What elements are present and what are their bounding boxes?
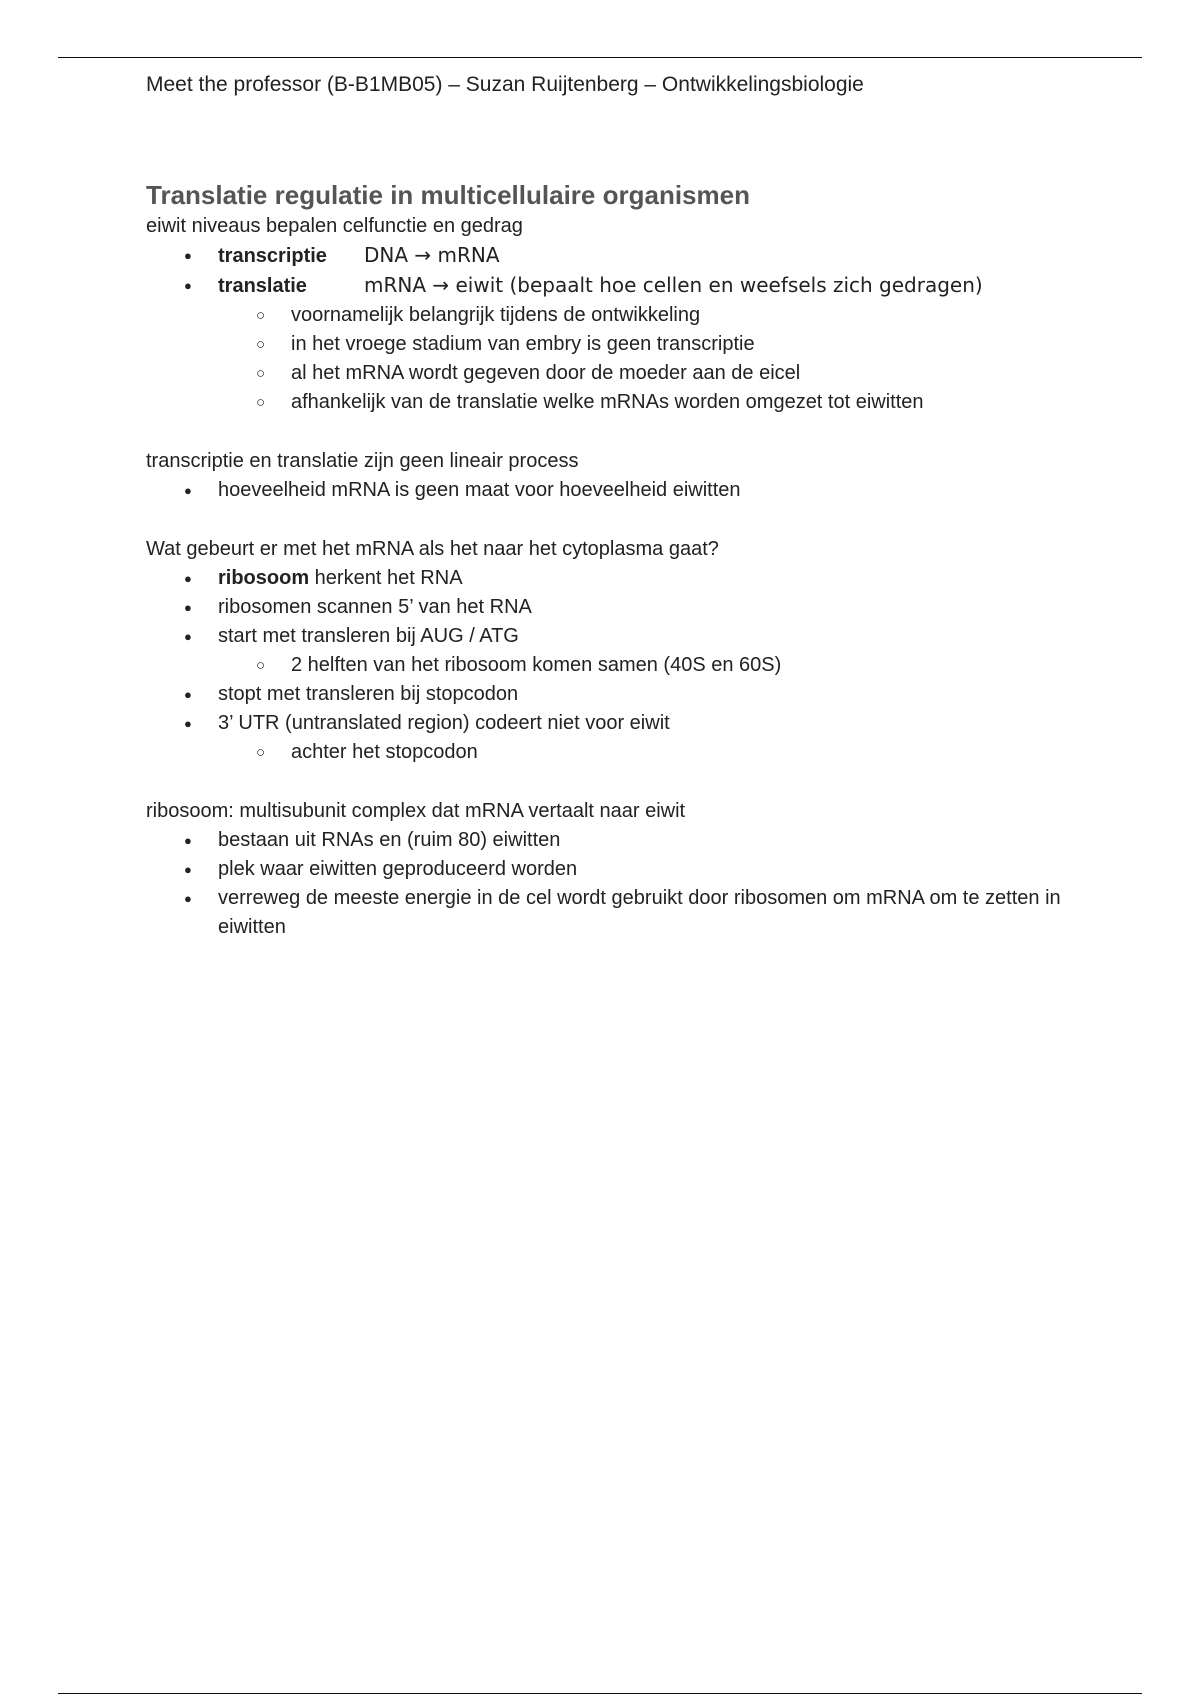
sub-list-item: ○ voornamelijk belangrijk tijdens de ontwikkeling (146, 301, 1066, 330)
list-item: ● start met transleren bij AUG / ATG (146, 622, 1066, 651)
term-definition: DNA → mRNA (364, 243, 500, 267)
bold-term: ribosoom (218, 567, 310, 589)
sub-list-item: ○ in het vroege stadium van embry is geen transcriptie (146, 330, 1066, 359)
list-item: ● ribosomen scannen 5’ van het RNA (146, 593, 1066, 622)
item-text: herkent het RNA (309, 567, 463, 589)
section-title: Translatie regulatie in multicellulaire organismen (146, 180, 750, 210)
section1-intro: eiwit niveaus bepalen celfunctie en gedrag (146, 215, 523, 237)
sub-list-item: ○ al het mRNA wordt gegeven door de moeder aan de eicel (146, 359, 1066, 388)
sub-list-item: ○ afhankelijk van de translatie welke mRNAs worden omgezet tot eiwitten (146, 388, 1066, 417)
document-body (146, 178, 1066, 942)
term-translatie: translatie (218, 275, 307, 297)
list-item (146, 564, 1066, 593)
page-header: Meet the professor (B-B1MB05) – Suzan Ruijtenberg – Ontwikkelingsbiologie (146, 73, 864, 96)
bottom-rule (58, 1693, 1142, 1694)
list-item (146, 241, 1066, 271)
term-definition: mRNA → eiwit (bepaalt hoe cellen en weefsels zich gedragen) (364, 273, 983, 297)
list-item: ● bestaan uit RNAs en (ruim 80) eiwitten (146, 826, 1066, 855)
sub-list-item: ○ achter het stopcodon (146, 738, 1066, 767)
section3-intro: Wat gebeurt er met het mRNA als het naar het cytoplasma gaat? (146, 538, 719, 560)
top-rule (58, 57, 1142, 58)
list-item: ● 3’ UTR (untranslated region) codeert niet voor eiwit (146, 709, 1066, 738)
section1-list (146, 241, 1066, 417)
list-item (146, 271, 1066, 301)
list-item: ● verreweg de meeste energie in de cel wordt gebruikt door ribosomen om mRNA om te zetten in eiwitten (146, 884, 1066, 942)
list-item: ● plek waar eiwitten geproduceerd worden (146, 855, 1066, 884)
sub-list-item: ○ 2 helften van het ribosoom komen samen (40S en 60S) (146, 651, 1066, 680)
section4-intro: ribosoom: multisubunit complex dat mRNA vertaalt naar eiwit (146, 800, 686, 822)
section2-intro: transcriptie en translatie zijn geen lineair process (146, 450, 579, 472)
list-item: ● hoeveelheid mRNA is geen maat voor hoeveelheid eiwitten (146, 476, 1066, 505)
section3-list (146, 564, 1066, 767)
term-transcriptie: transcriptie (218, 245, 327, 267)
section4-list (146, 826, 1066, 942)
section2-list (146, 476, 1066, 505)
list-item: ● stopt met transleren bij stopcodon (146, 680, 1066, 709)
